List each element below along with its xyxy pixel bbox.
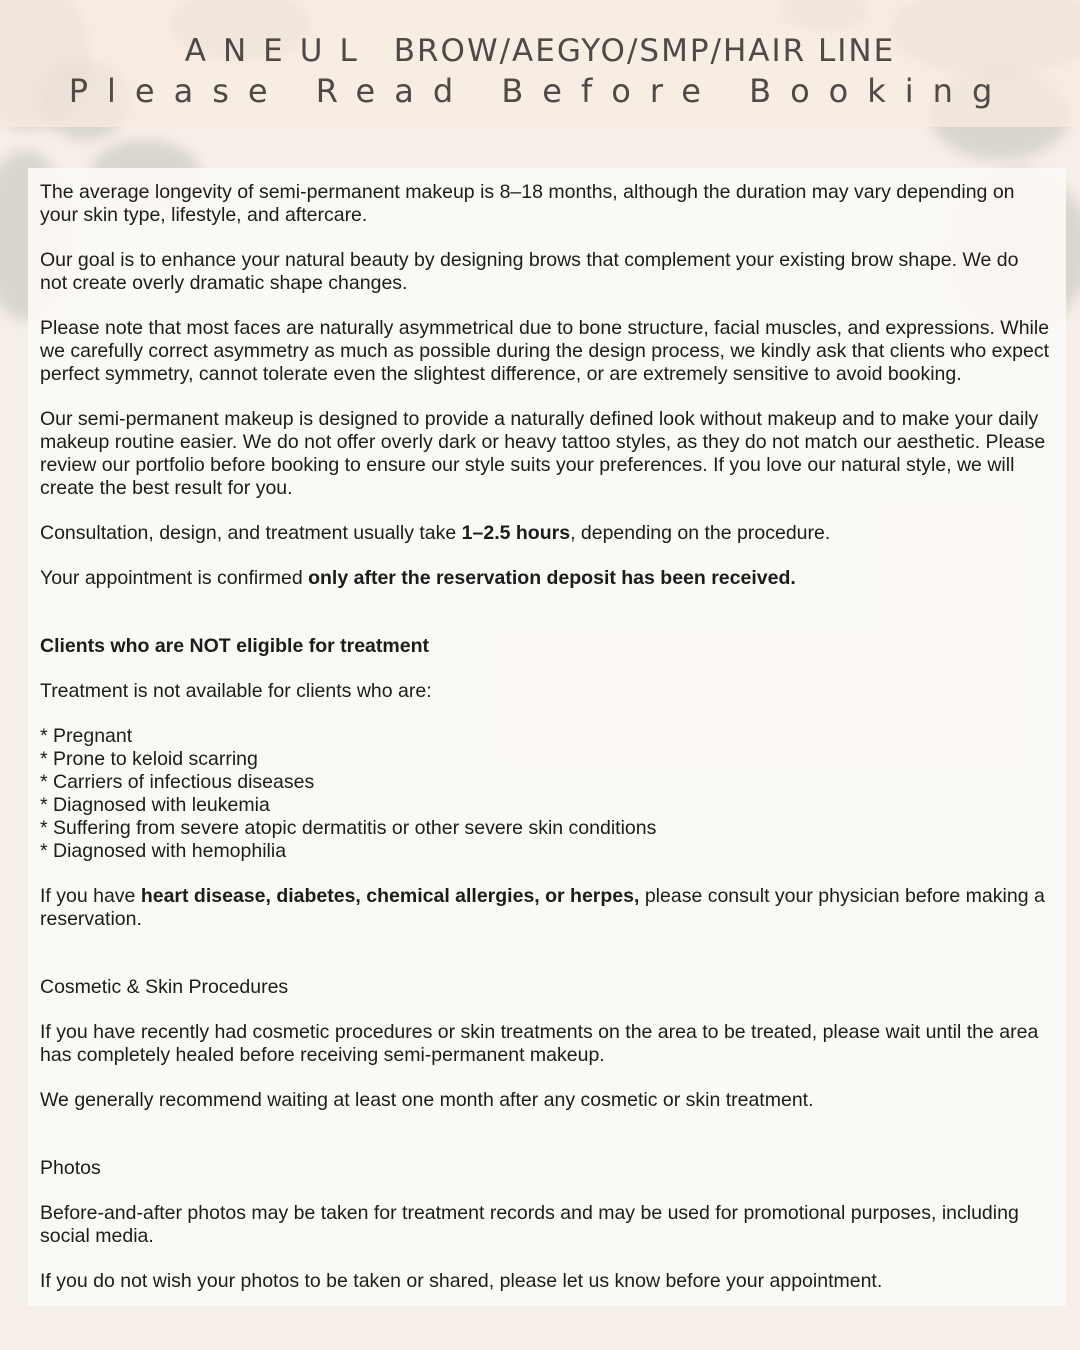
cosmetic-heading: Cosmetic & Skin Procedures	[40, 976, 289, 998]
page-title	[0, 33, 1080, 69]
photos-paragraph: Before-and-after photos may be taken for treatment records and may be used for promotional purposes, including social media.	[40, 1202, 1019, 1247]
confirm-paragraph: Your appointment is confirmed only after the reservation deposit has been received.	[40, 567, 796, 589]
style-paragraph: Our semi-permanent makeup is designed to provide a naturally defined look without makeup and to make your daily makeup routine easier. We do not offer overly dark or heavy tattoo styles, as they do not match our aesthetic. Please review our portfolio before booking to ensure our style suits your preferences. If you love our natural style, we will create the best result for you.	[40, 408, 1046, 499]
services-list: BROW/AEGYO/SMP/HAIR LINE	[393, 33, 896, 69]
list-item: * Carriers of infectious diseases	[40, 771, 315, 793]
duration-paragraph: Consultation, design, and treatment usually take 1–2.5 hours, depending on the procedure.	[40, 522, 831, 544]
longevity-paragraph: The average longevity of semi-permanent makeup is 8–18 months, although the duration may vary depending on your skin type, lifestyle, and aftercare.	[40, 181, 1015, 226]
photos-heading: Photos	[40, 1157, 101, 1179]
list-item: * Suffering from severe atopic dermatitis or other severe skin conditions	[40, 817, 657, 839]
eligibility-lead: Treatment is not available for clients who are:	[40, 680, 432, 702]
conditions-highlight: heart disease, diabetes, chemical allergies, or herpes,	[140, 885, 640, 907]
consult-paragraph: If you have heart disease, diabetes, chemical allergies, or herpes, please consult your physician before making a reservation.	[40, 885, 1045, 930]
goal-paragraph: Our goal is to enhance your natural beauty by designing brows that complement your existing brow shape. We do not create overly dramatic shape changes.	[40, 249, 1019, 294]
photos-optout-paragraph: If you do not wish your photos to be taken or shared, please let us know before your appointment.	[40, 1270, 883, 1292]
brand-name: ANEUL	[184, 33, 374, 69]
asymmetry-paragraph: Please note that most faces are naturally asymmetrical due to bone structure, facial muscles, and expressions. While we carefully correct asymmetry as much as possible during the design process, we kindly ask that clients who expect perfect symmetry, cannot tolerate even the slightest difference, or are extremely sensitive to avoid booking.	[40, 317, 1050, 385]
notice-content	[40, 181, 1050, 1315]
list-item: * Prone to keloid scarring	[40, 748, 258, 770]
deposit-highlight: only after the reservation deposit has been received.	[308, 567, 796, 589]
header-banner	[0, 0, 1080, 127]
ineligible-list	[40, 725, 1050, 863]
list-item: * Pregnant	[40, 725, 133, 747]
cosmetic-paragraph: If you have recently had cosmetic procedures or skin treatments on the area to be treated, please wait until the area has completely healed before receiving semi-permanent makeup.	[40, 1021, 1039, 1066]
page-subtitle: Please Read Before Booking	[68, 72, 1012, 110]
waiting-paragraph: We generally recommend waiting at least one month after any cosmetic or skin treatment.	[40, 1089, 814, 1111]
eligibility-heading: Clients who are NOT eligible for treatment	[40, 635, 429, 657]
list-item: * Diagnosed with leukemia	[40, 794, 270, 816]
list-item: * Diagnosed with hemophilia	[40, 840, 287, 862]
duration-highlight: 1–2.5 hours	[461, 522, 571, 544]
